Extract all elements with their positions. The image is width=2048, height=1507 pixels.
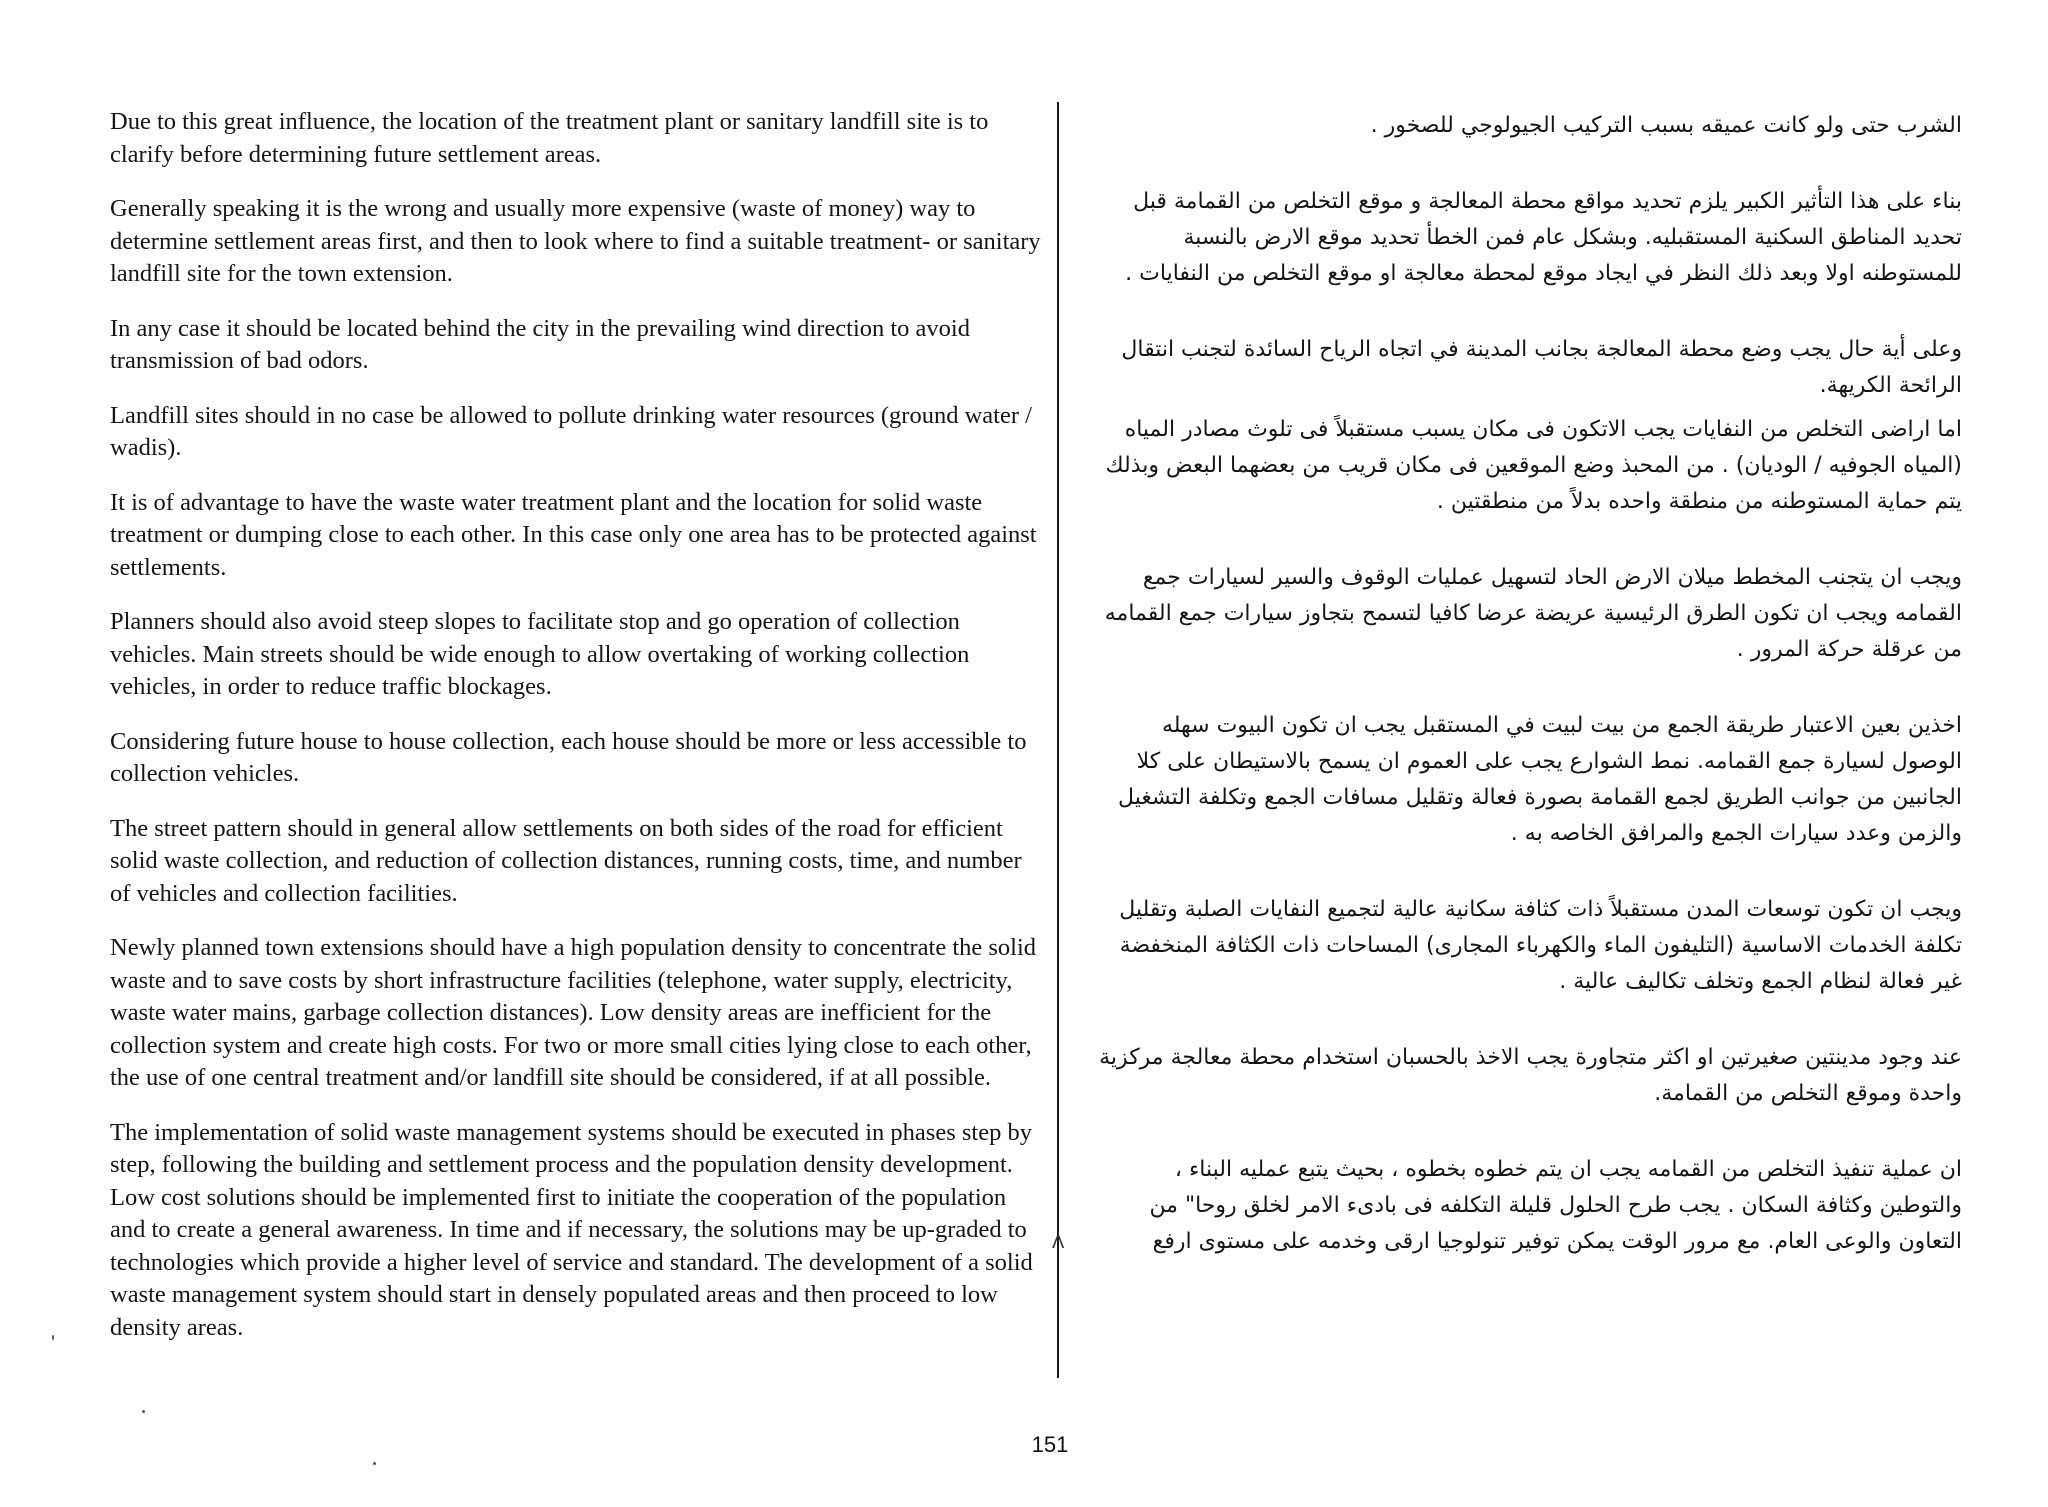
english-paragraph: It is of advantage to have the waste water treatment plant and the location for solid waste treatment or dumping close to each other. In this case only one area has to be protected against settlements. [110, 488, 1037, 581]
english-paragraph: The implementation of solid waste management systems should be executed in phases step by step, following the building and settlement process and the population density development. Low cost solutions should be implemented first to initiate the cooperation of the population and to create a general awareness. In time and if necessary, the solutions may be up-graded to technologies which provide a higher level of service and standard. The development of a solid waste management system should start in densely populated areas and then proceed to low density areas. [110, 1118, 1033, 1341]
english-paragraph: Generally speaking it is the wrong and usually more expensive (waste of money) way to determine settlement areas first, and then to look where to find a suitable treatment- or sanitary landfill site for the town extension. [110, 195, 1041, 287]
arabic-paragraph: عند وجود مدينتين صغيرتين او اكثر متجاورة يجب الاخذ بالحسبان استخدام محطة معالجة مركزية واحدة وموقع التخلص من القمامة. [1099, 1045, 1962, 1106]
arabic-paragraph: اما اراضى التخلص من النفايات يجب الاتكون فى مكان يسبب مستقبلاً فى تلوث مصادر المياه (المياه الجوفيه / الوديان) . من المحبذ وضع الموقعين فى مكان قريب من بعضهما البعض وبذلك يتم حماية المستوطنه من منطقة واحده بدلاً من منطقتين . [1105, 417, 1962, 514]
english-paragraph: Landfill sites should in no case be allowed to pollute drinking water resources (ground water / wadis). [110, 401, 1032, 461]
arabic-paragraph: ويجب ان يتجنب المخطط ميلان الارض الحاد لتسهيل عمليات الوقوف والسير لسيارات جمع القمامه ويجب ان تكون الطرق الرئيسية عريضة عرضا كافيا لتسمح بتجاوز سيارات جمع القمامه من عرقلة حركة المرور . [1104, 565, 1962, 662]
scan-speck [52, 1335, 54, 1340]
arabic-paragraph: اخذين بعين الاعتبار طريقة الجمع من بيت لبيت في المستقبل يجب ان تكون البيوت سهله الوصول لسيارة جمع القمامه. نمط الشوارع يجب على العموم ان يسمح بالاستيطان على كلا الجانبين من جوانب الطريق لجمع القمامة بصورة فعالة وتقليل مسافات الجمع وتكلفة التشغيل والزمن وعدد سيارات الجمع والمرافق الخاصه به . [1118, 713, 1962, 846]
english-paragraph: The street pattern should in general allow settlements on both sides of the road for efficient solid waste collection, and reduction of collection distances, running costs, time, and number of vehicles and collection facilities. [110, 814, 1022, 907]
arabic-paragraph: وعلى أية حال يجب وضع محطة المعالجة بجانب المدينة في اتجاه الرياح السائدة لتجنب انتقال الرائحة الكريهة. [1121, 337, 1962, 398]
english-paragraph: In any case it should be located behind the city in the prevailing wind direction to avoid transmission of bad odors. [110, 314, 970, 374]
english-paragraph: Newly planned town extensions should have a high population density to concentrate the solid waste and to save costs by short infrastructure facilities (telephone, water supply, electricity, waste water mains, garbage collection distances). Low density areas are inefficient for the collection system and create high costs. For two or more small cities lying close to each other, the use of one central treatment and/or landfill site should be considered, if at all possible. [110, 934, 1037, 1091]
arabic-paragraph: الشرب حتى ولو كانت عميقه بسبب التركيب الجيولوجي للصخور . [1370, 113, 1962, 138]
english-paragraph: Considering future house to house collection, each house should be more or less accessible to collection vehicles. [110, 727, 1027, 787]
margin-mark: ᐱ [1052, 1232, 1065, 1252]
arabic-paragraph: بناء على هذا التأثير الكبير يلزم تحديد مواقع محطة المعالجة و موقع التخلص من القمامة قبل تحديد المناطق السكنية المستقبليه. وبشكل عام فمن الخطأ تحديد موقع الارض بالنسبة للمستوطنه اولا وبعد ذلك النظر في ايجاد موقع لمحطة معالجة او موقع التخلص من النفايات . [1125, 189, 1962, 286]
column-divider [1057, 102, 1059, 1378]
page-number: 151 [1031, 1432, 1069, 1457]
arabic-text-column [1090, 108, 1962, 1300]
arabic-paragraph: ان عملية تنفيذ التخلص من القمامه يجب ان يتم خطوه بخطوه ، بحيث يتبع عمليه البناء ، والتوطين وكثافة السكان . يجب طرح الحلول قليلة التكلفه فى بادىء الامر لخلق روحا" من التعاون والوعى العام. مع مرور الوقت يمكن توفير تنولوجيا ارقى وخدمه على مستوى ارفع [1149, 1157, 1962, 1254]
english-paragraph: Due to this great influence, the location of the treatment plant or sanitary landfill site is to clarify before determining future settlement areas. [110, 108, 989, 168]
arabic-paragraph: ويجب ان تكون توسعات المدن مستقبلاً ذات كثافة سكانية عالية لتجميع النفايات الصلبة وتقليل تكلفة الخدمات الاساسية (التليفون الماء والكهرباء المجارى) المساحات ذات الكثافة المنخفضة غير فعالة لنظام الجمع وتخلف تكاليف عالية . [1119, 897, 1962, 994]
english-text-column [110, 106, 1045, 1366]
scan-speck [373, 1462, 376, 1465]
scan-speck [142, 1410, 145, 1413]
english-paragraph: Planners should also avoid steep slopes to facilitate stop and go operation of collection vehicles. Main streets should be wide enough to allow overtaking of working collection vehicles, in order to reduce traffic blockages. [110, 608, 970, 700]
